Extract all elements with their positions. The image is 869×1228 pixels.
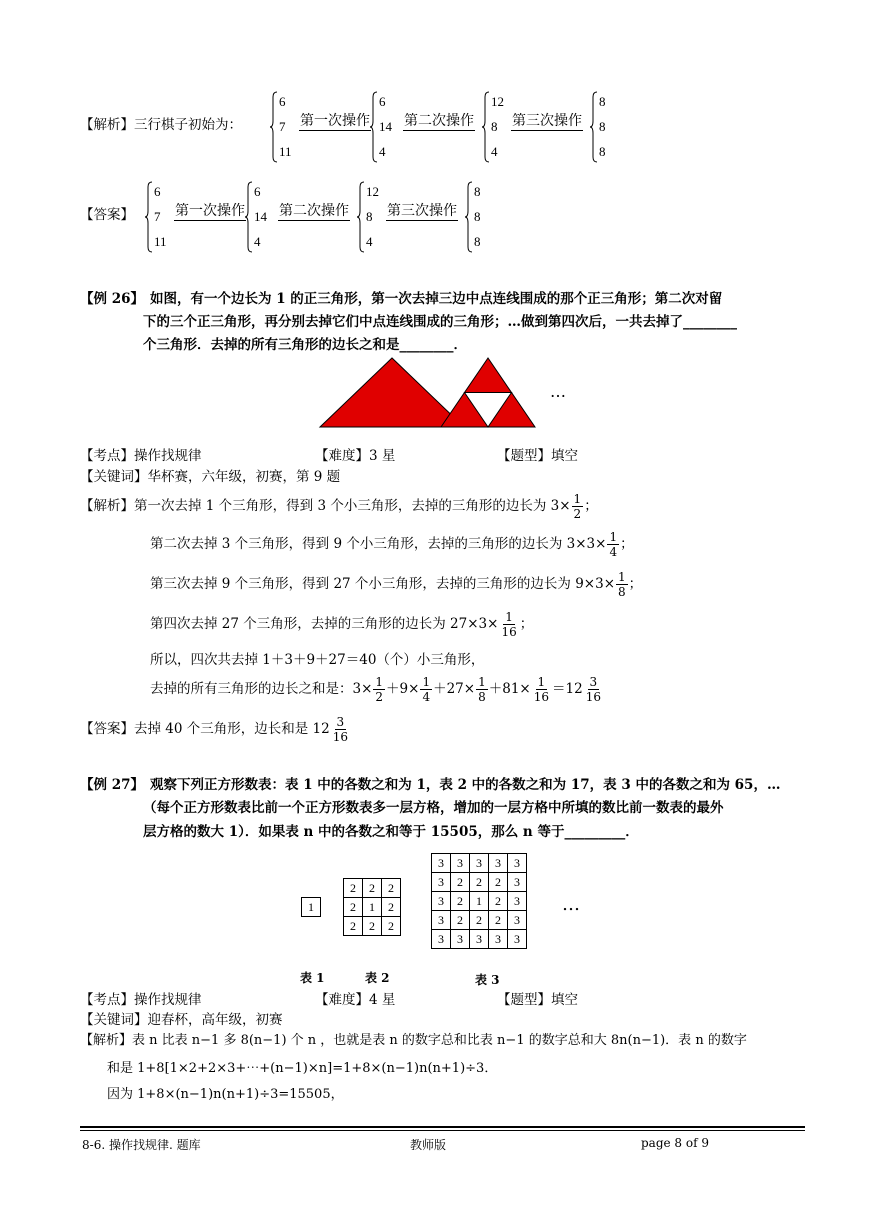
example-27-label: 【例 27】 — [80, 777, 144, 793]
table-2-caption: 表 2 — [365, 971, 390, 985]
brace-value: 6 — [379, 94, 386, 109]
table-cell: 3 — [470, 930, 489, 949]
brace-value: 4 — [254, 234, 261, 249]
kaodian-27: 【考点】操作找规律 — [80, 992, 202, 1008]
figure-ellipsis: … — [550, 382, 566, 401]
table-cell: 3 — [432, 854, 451, 873]
table-cell: 2 — [382, 898, 401, 917]
table-cell: 1 — [363, 898, 382, 917]
table-cell: 3 — [451, 930, 470, 949]
solution-27-line-2: 和是 1+8[1×2+2×3+⋯+(n−1)×n]=1+8×(n−1)n(n+1)÷3． — [107, 1061, 498, 1076]
footer-rule-thick — [80, 1126, 805, 1128]
brace-value: 8 — [474, 234, 481, 249]
table-cell: 2 — [382, 879, 401, 898]
table-cell: 2 — [451, 873, 470, 892]
solution-step-2: 第二次去掉 3 个三角形，得到 9 个小三角形，去掉的三角形的边长为 3×3× $\frac{1}{4}$ ； — [150, 530, 634, 559]
curly-brace-icon — [464, 181, 474, 253]
brace-value: 8 — [599, 144, 606, 159]
table-cell: 1 — [302, 898, 321, 917]
table-cell: 3 — [451, 854, 470, 873]
operation-label-1: 第一次操作 — [300, 113, 370, 129]
brace-value: 14 — [254, 209, 267, 224]
brace-column-values — [154, 179, 167, 254]
brace-value: 8 — [491, 119, 498, 134]
table-cell: 2 — [470, 873, 489, 892]
solution-step-5: 所以，四次共去掉 1＋3＋9＋27＝40（个）小三角形， — [150, 652, 485, 668]
brace-value: 8 — [474, 184, 481, 199]
tixing: 【题型】填空 — [497, 448, 578, 464]
table-cell: 3 — [508, 873, 527, 892]
table-cell: 3 — [432, 911, 451, 930]
table-cell: 3 — [508, 930, 527, 949]
curly-brace-icon — [356, 181, 366, 253]
brace-value: 6 — [254, 184, 261, 199]
table-cell: 2 — [451, 911, 470, 930]
operation-label-1: 第一次操作 — [175, 203, 245, 219]
tables-ellipsis: … — [562, 894, 580, 915]
table-cell: 3 — [489, 930, 508, 949]
operation-label-3: 第三次操作 — [512, 113, 582, 129]
brace-column-values — [491, 89, 504, 164]
nandu-27: 【难度】4 星 — [315, 992, 396, 1008]
example-26-label: 【例 26】 — [80, 291, 144, 307]
example-27-line-1: 观察下列正方形数表：表 1 中的各数之和为 1，表 2 中的各数之和为 17，表 3 中的各数之和为 65，… — [150, 777, 781, 793]
footer-center: 教师版 — [410, 1138, 447, 1152]
solution-step-1: 【解析】第一次去掉 1 个三角形，得到 3 个小三角形，去掉的三角形的边长为 3× $\frac{1}{2}$ ； — [80, 492, 598, 521]
table-1-caption: 表 1 — [300, 971, 325, 985]
brace-column-values — [474, 179, 481, 254]
number-table-3 — [431, 853, 527, 949]
table-cell: 2 — [489, 892, 508, 911]
solution-27-line-1: 【解析】表 n 比表 n−1 多 8(n−1) 个 n ，也就是表 n 的数字总和比表 n−1 的数字总和大 8n(n−1)．表 n 的数字 — [80, 1033, 747, 1048]
fraction-one-half: $\frac{1}{2}$ — [573, 492, 582, 521]
table-cell: 2 — [363, 879, 382, 898]
brace-value: 4 — [491, 144, 498, 159]
brace-column-values — [379, 89, 392, 164]
brace-value: 7 — [154, 209, 161, 224]
curly-brace-icon — [481, 91, 491, 163]
nandu: 【难度】3 星 — [315, 448, 396, 464]
answer-line: 【答案】 — [80, 207, 134, 223]
table-cell: 2 — [363, 917, 382, 936]
solution-step-6: 去掉的所有三角形的边长之和是：3× $\frac{1}{2}$ ＋9× $\frac{1}{4}$ ＋27× $\frac{1}{8}$ ＋81× $\frac{1}{16}$ ＝12 $\frac{3}{16}$ — [150, 675, 601, 704]
example-26-line-2: 下的三个正三角形，再分别去掉它们中点连线围成的三角形；…做到第四次后，一共去掉了________ — [143, 314, 737, 330]
table-row — [344, 879, 401, 898]
table-3-caption: 表 3 — [475, 973, 500, 987]
example-27-line-2: （每个正方形数表比前一个正方形数表多一层方格，增加的一层方格中所填的数比前一数表的最外 — [143, 800, 724, 816]
table-cell: 2 — [489, 911, 508, 930]
brace-value: 4 — [379, 144, 386, 159]
brace-value: 4 — [366, 234, 373, 249]
brace-value: 8 — [474, 209, 481, 224]
table-cell: 3 — [489, 854, 508, 873]
guanjianci-27: 【关键词】迎春杯，高年级，初赛 — [80, 1012, 283, 1028]
table-cell: 3 — [432, 892, 451, 911]
table-row — [432, 911, 527, 930]
table-cell: 3 — [432, 930, 451, 949]
table-cell: 2 — [489, 873, 508, 892]
footer-left: 8-6. 操作找规律. 题库 — [82, 1138, 201, 1152]
table-row — [432, 930, 527, 949]
example-26-answer: 【答案】去掉 40 个三角形，边长和是 12 $\frac{3}{16}$ — [80, 715, 349, 744]
kaodian: 【考点】操作找规律 — [80, 448, 202, 464]
curly-brace-icon — [144, 181, 154, 253]
curly-brace-icon — [269, 91, 279, 163]
number-table-1 — [301, 897, 321, 917]
brace-value: 11 — [279, 144, 292, 159]
operation-label-2: 第二次操作 — [279, 203, 349, 219]
table-cell: 3 — [508, 892, 527, 911]
fraction-one-quarter: $\frac{1}{4}$ — [609, 530, 618, 559]
brace-value: 7 — [279, 119, 286, 134]
table-cell: 3 — [470, 854, 489, 873]
table-row — [432, 873, 527, 892]
table-cell: 3 — [508, 911, 527, 930]
solution-step-3: 第三次去掉 9 个三角形，得到 27 个小三角形，去掉的三角形的边长为 9×3× $\frac{1}{8}$ ； — [150, 570, 643, 599]
brace-value: 14 — [379, 119, 392, 134]
fraction-one-eighth: $\frac{1}{8}$ — [618, 570, 626, 599]
footer-right: page 8 of 9 — [641, 1136, 709, 1150]
example-26-line-1: 如图，有一个边长为 1 的正三角形，第一次去掉三边中点连线围成的那个正三角形；第二次对留 — [150, 291, 723, 307]
table-cell: 2 — [470, 911, 489, 930]
table-cell: 2 — [344, 898, 363, 917]
triangle-figure — [315, 355, 545, 430]
solution-step-4: 第四次去掉 27 个三角形，去掉的三角形的边长为 27×3× $\frac{1}{16}$ ； — [150, 610, 534, 639]
big-triangle — [320, 358, 464, 427]
table-cell: 2 — [344, 917, 363, 936]
brace-column-values — [279, 89, 292, 164]
guanjianci: 【关键词】华杯赛，六年级，初赛，第 9 题 — [80, 469, 341, 485]
fraction-one-sixteenth: $\frac{1}{16}$ — [501, 610, 517, 639]
table-row — [432, 854, 527, 873]
table-cell: 3 — [508, 854, 527, 873]
example-27-line-3: 层方格的数大 1）．如果表 n 中的各数之和等于 15505，那么 n 等于_________． — [143, 824, 639, 840]
brace-value: 12 — [491, 94, 504, 109]
brace-column-values — [254, 179, 267, 254]
brace-column-values — [366, 179, 379, 254]
operation-label-2: 第二次操作 — [404, 113, 474, 129]
brace-value: 11 — [154, 234, 167, 249]
table-cell: 2 — [344, 879, 363, 898]
table-row — [432, 892, 527, 911]
table-row — [344, 917, 401, 936]
table-cell: 1 — [470, 892, 489, 911]
operation-label-3: 第三次操作 — [387, 203, 457, 219]
table-row — [302, 898, 321, 917]
solution-27-line-3: 因为 1+8×(n−1)n(n+1)÷3=15505， — [107, 1087, 344, 1102]
brace-value: 8 — [599, 119, 606, 134]
table-cell: 2 — [382, 917, 401, 936]
brace-column-values — [599, 89, 606, 164]
table-cell: 3 — [432, 873, 451, 892]
brace-value: 12 — [366, 184, 379, 199]
table-cell: 2 — [451, 892, 470, 911]
brace-value: 6 — [154, 184, 161, 199]
brace-value: 8 — [366, 209, 373, 224]
jiexi-line: 【解析】三行棋子初始为： — [80, 117, 242, 133]
number-table-2 — [343, 878, 401, 936]
tixing-27: 【题型】填空 — [497, 992, 578, 1008]
footer-rule-thin — [80, 1130, 805, 1131]
curly-brace-icon — [589, 91, 599, 163]
brace-value: 6 — [279, 94, 286, 109]
example-26-line-3: 个三角形．去掉的所有三角形的边长之和是________． — [143, 337, 467, 353]
brace-value: 8 — [599, 94, 606, 109]
table-row — [344, 898, 401, 917]
